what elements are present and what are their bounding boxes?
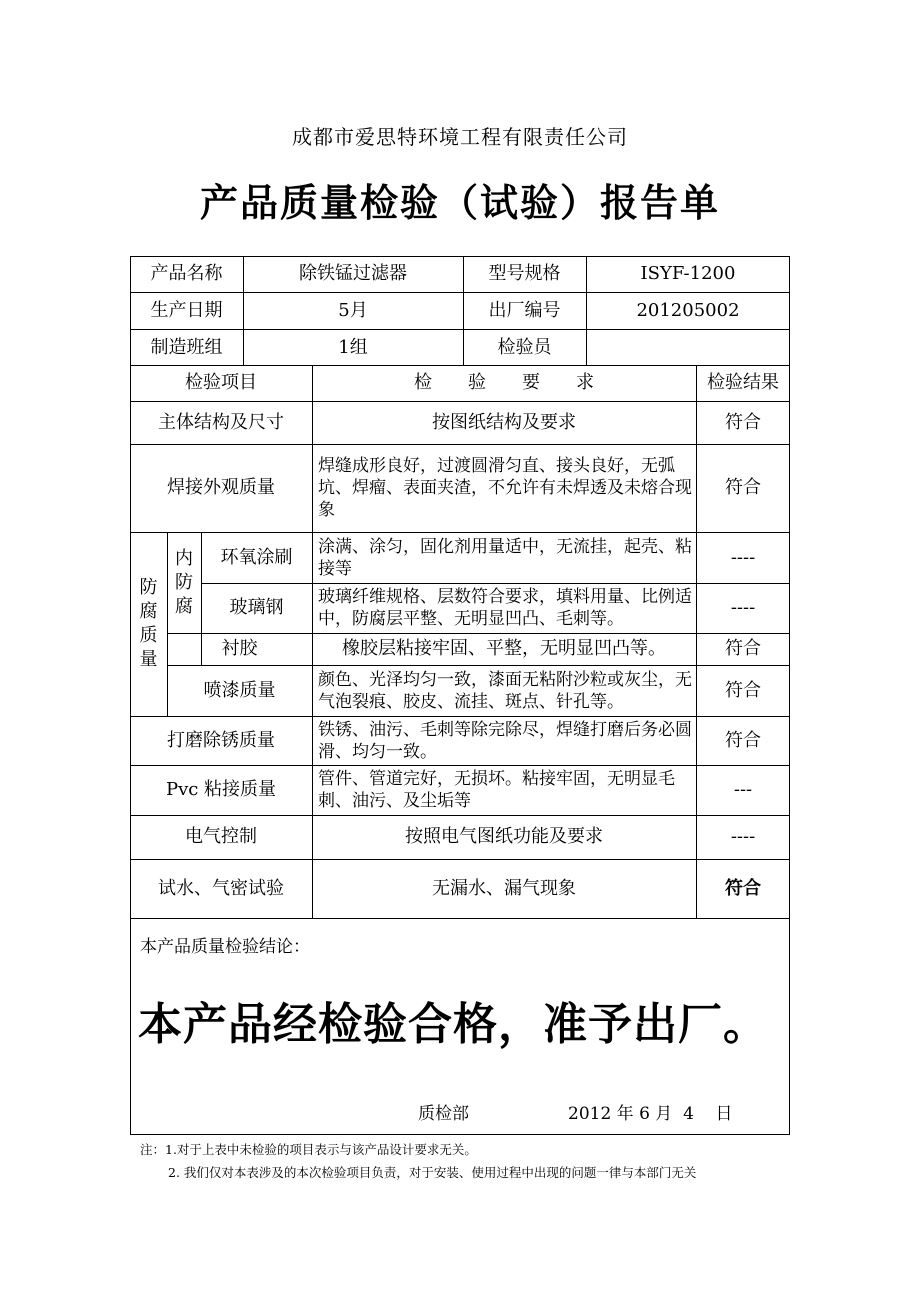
row-water-test-req: 无漏水、漏气现象 <box>432 878 576 899</box>
row-rubber-item: 衬胶 <box>221 638 258 659</box>
row-welding-item: 焊接外观质量 <box>167 477 275 498</box>
row-derust-result: 符合 <box>725 729 761 751</box>
inspection-date: 2012 年 6 月 4 日 <box>568 1104 733 1124</box>
row-structure-req: 按图纸结构及要求 <box>432 411 576 433</box>
row-epoxy-item: 环氧涂刷 <box>220 546 293 568</box>
product-name-label: 产品名称 <box>150 263 223 284</box>
row-pvc-item: Pvc 粘接质量 <box>165 779 277 800</box>
row-pvc-req: 管件、管道完好，无损坏。粘接牢固，无明显毛刺、油污、及尘垢等 <box>318 769 675 811</box>
row-fiberglass-req: 玻璃纤维规格、层数符合要求，填料用量、比例适中，防腐层平整、无明显凹凸、毛刺等。 <box>318 587 692 629</box>
col-header-item: 检验项目 <box>185 372 257 393</box>
row-fiberglass-item: 玻璃钢 <box>229 597 284 618</box>
row-electric-req: 按照电气图纸功能及要求 <box>405 826 603 847</box>
page-title: 产品质量检验（试验）报告单 <box>199 181 720 225</box>
row-water-test-item: 试水、气密试验 <box>158 878 284 899</box>
team-label: 制造班组 <box>150 336 223 358</box>
row-electric-item: 电气控制 <box>185 826 257 847</box>
company-name: 成都市爱思特环境工程有限责任公司 <box>292 125 628 149</box>
model-value: ISYF-1200 <box>640 263 736 284</box>
row-welding-req: 焊缝成形良好，过渡圆滑匀直、接头良好，无弧坑、焊瘤、表面夹渣，不允许有未焊透及未熔合现象 <box>318 456 692 520</box>
row-rubber-req: 橡胶层粘接牢固、平整，无明显凹凸等。 <box>342 638 666 659</box>
footnote-1: 注：1.对于上表中未检验的项目表示与该产品设计要求无关。 <box>140 1142 477 1157</box>
row-derust-item: 打磨除锈质量 <box>167 729 275 751</box>
row-electric-result: ---- <box>730 826 756 847</box>
serial-value: 201205002 <box>636 299 740 321</box>
product-name-value: 除铁锰过滤器 <box>299 263 407 284</box>
row-derust-req: 铁锈、油污、毛刺等除完除尽，焊缝打磨后务必圆滑、均匀一致。 <box>318 719 692 762</box>
inspector-label: 检验员 <box>497 336 552 358</box>
row-paint-req: 颜色、光泽均匀一致，漆面无粘附沙粒或灰尘，无气泡裂痕、胶皮、流挂、斑点、针孔等。 <box>318 669 692 712</box>
qc-department: 质检部 <box>418 1104 469 1124</box>
serial-label: 出厂编号 <box>488 299 561 321</box>
row-fiberglass-result: ---- <box>730 597 756 618</box>
prod-date-value: 5月 <box>338 299 368 321</box>
row-paint-result: 符合 <box>725 679 761 701</box>
conclusion-text: 本产品经检验合格，准予出厂。 <box>138 999 768 1050</box>
col-header-requirement: 检 验 要 求 <box>414 372 594 393</box>
row-welding-result: 符合 <box>725 477 761 498</box>
team-value: 1组 <box>338 336 368 358</box>
prod-date-label: 生产日期 <box>150 299 223 321</box>
footnote-2: 2. 我们仅对本表涉及的本次检验项目负责，对于安装、使用过程中出现的问题一律与本部门无关 <box>168 1165 697 1180</box>
row-structure-result: 符合 <box>725 411 761 433</box>
row-structure-item: 主体结构及尺寸 <box>158 411 284 433</box>
anticorrosion-group-label: 防腐质量 <box>139 577 158 670</box>
inspector-value <box>586 329 790 366</box>
row-epoxy-req: 涂满、涂匀，固化剂用量适中，无流挂，起壳、粘接等 <box>318 536 692 579</box>
row-water-test-result: 符合 <box>725 878 761 899</box>
row-epoxy-result: ---- <box>730 546 756 568</box>
col-header-result: 检验结果 <box>707 372 779 393</box>
row-paint-item: 喷漆质量 <box>203 679 276 701</box>
conclusion-label: 本产品质量检验结论： <box>140 937 310 957</box>
model-label: 型号规格 <box>488 263 561 284</box>
row-rubber-result: 符合 <box>725 638 761 659</box>
inner-anticorrosion-label: 内防腐 <box>175 547 193 617</box>
row-pvc-result: --- <box>733 779 753 800</box>
